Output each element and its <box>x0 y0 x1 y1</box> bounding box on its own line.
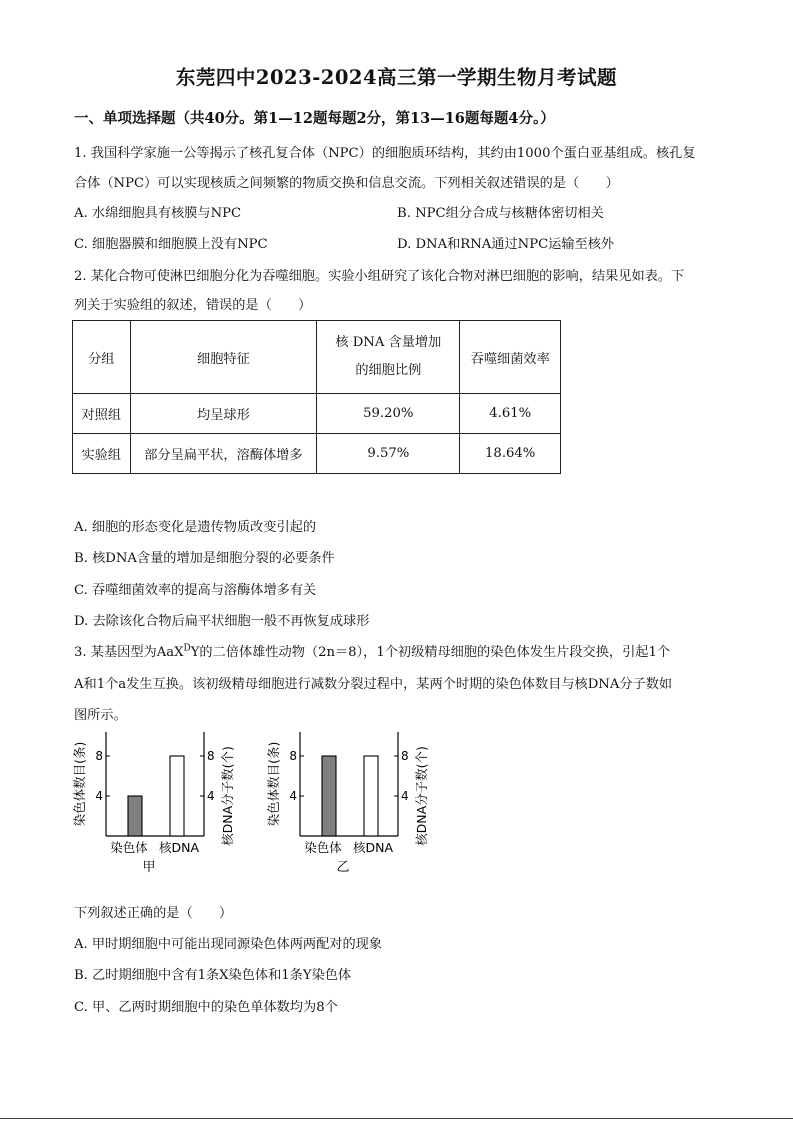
bar-dna <box>364 756 378 836</box>
page-bottom-rule <box>0 1118 793 1119</box>
left-axis-title: 染色体数目(条) <box>266 741 281 827</box>
left-axis-title: 染色体数目(条) <box>72 741 87 827</box>
table-cell: 9.57% <box>317 434 460 474</box>
q3-superscript: D <box>183 643 191 654</box>
q3-stem-part: Y的二倍体雄性动物（2n＝8），1个初级精母细胞的染色体发生片段交换，引起1个 <box>190 645 671 660</box>
table-cell: 实验组 <box>73 434 131 474</box>
right-tick-label: 8 <box>401 749 409 763</box>
q3-stem-part: 3. 某基因型为AaX <box>74 645 184 660</box>
q3-option-a: A. 甲时期细胞中可能出现同源染色体两两配对的现象 <box>74 937 383 952</box>
right-tick-label: 8 <box>207 749 215 763</box>
table-header-cell: 分组 <box>73 321 131 394</box>
category-label: 染色体 <box>110 840 148 855</box>
q1-stem-line1: 1. 我国科学家施一公等揭示了核孔复合体（NPC）的细胞质环结构，其约由1000个蛋白亚基组成。核孔复 <box>74 146 696 161</box>
chart-title: 乙 <box>336 860 350 875</box>
table-cell: 4.61% <box>460 394 561 434</box>
table-cell: 18.64% <box>460 434 561 474</box>
section-heading: 一、单项选择题（共40分。第1—12题每题2分，第13—16题每题4分。） <box>74 110 555 127</box>
q2-option-a: A. 细胞的形态变化是遗传物质改变引起的 <box>74 520 317 535</box>
table-header-line: 的细胞比例 <box>355 363 422 378</box>
q1-stem-line2: 合体（NPC）可以实现核质之间频繁的物质交换和信息交流。下列相关叙述错误的是（ ） <box>74 176 619 191</box>
q2-option-d: D. 去除该化合物后扁平状细胞一般不再恢复成球形 <box>74 614 370 629</box>
category-label: 核DNA <box>158 840 200 855</box>
chart-yi <box>264 726 444 878</box>
q2-stem-line1: 2. 某化合物可使淋巴细胞分化为吞噬细胞。实验小组研究了该化合物对淋巴细胞的影响，结果见如表。下 <box>74 269 685 284</box>
q3-stem-line1 <box>74 641 670 660</box>
right-tick-label: 4 <box>207 789 215 803</box>
bar-chromosome <box>128 796 142 836</box>
table-header-cell: 细胞特征 <box>130 321 317 394</box>
table-cell: 59.20% <box>317 394 460 434</box>
page-title: 东莞四中2023-2024高三第一学期生物月考试题 <box>175 66 618 89</box>
q2-option-b: B. 核DNA含量的增加是细胞分裂的必要条件 <box>74 551 335 566</box>
table-cell: 对照组 <box>73 394 131 434</box>
q1-option-b: B. NPC组分合成与核糖体密切相关 <box>397 206 604 221</box>
category-label: 核DNA <box>352 840 394 855</box>
category-label: 染色体 <box>304 840 342 855</box>
table-row <box>73 394 561 434</box>
q1-option-c: C. 细胞器膜和细胞膜上没有NPC <box>74 237 268 252</box>
q1-option-d: D. DNA和RNA通过NPC运输至核外 <box>397 237 615 252</box>
q3-stem-line2: A和1个a发生互换。该初级精母细胞进行减数分裂过程中，某两个时期的染色体数目与核DNA分子数如 <box>74 677 673 692</box>
q3-option-b: B. 乙时期细胞中含有1条X染色体和1条Y染色体 <box>74 968 352 983</box>
q2-option-c: C. 吞噬细菌效率的提高与溶酶体增多有关 <box>74 583 317 598</box>
left-tick-label: 8 <box>289 749 297 763</box>
q2-stem-line2: 列关于实验组的叙述，错误的是（ ） <box>74 298 312 313</box>
q3-option-c: C. 甲、乙两时期细胞中的染色单体数均为8个 <box>74 1000 338 1015</box>
table-header-cell <box>317 321 460 394</box>
left-tick-label: 4 <box>289 789 297 803</box>
bar-chromosome <box>322 756 336 836</box>
table-header-line: 核 DNA 含量增加 <box>335 335 442 350</box>
q1-option-a: A. 水绵细胞具有核膜与NPC <box>74 206 242 221</box>
table-header-cell: 吞噬细菌效率 <box>460 321 561 394</box>
results-table <box>72 320 561 474</box>
table-header-row <box>73 321 561 394</box>
q3-stem-line3: 图所示。 <box>74 708 127 723</box>
bar-dna <box>170 756 184 836</box>
chart-jia <box>70 726 250 878</box>
right-axis-title: 核DNA分子数(个) <box>414 746 429 846</box>
chart-title: 甲 <box>142 860 156 875</box>
left-tick-label: 8 <box>95 749 103 763</box>
table-row <box>73 434 561 474</box>
table-cell: 均呈球形 <box>130 394 317 434</box>
right-tick-label: 4 <box>401 789 409 803</box>
q3-question: 下列叙述正确的是（ ） <box>74 906 233 921</box>
table-cell: 部分呈扁平状，溶酶体增多 <box>130 434 317 474</box>
left-tick-label: 4 <box>95 789 103 803</box>
right-axis-title: 核DNA分子数(个) <box>220 746 235 846</box>
